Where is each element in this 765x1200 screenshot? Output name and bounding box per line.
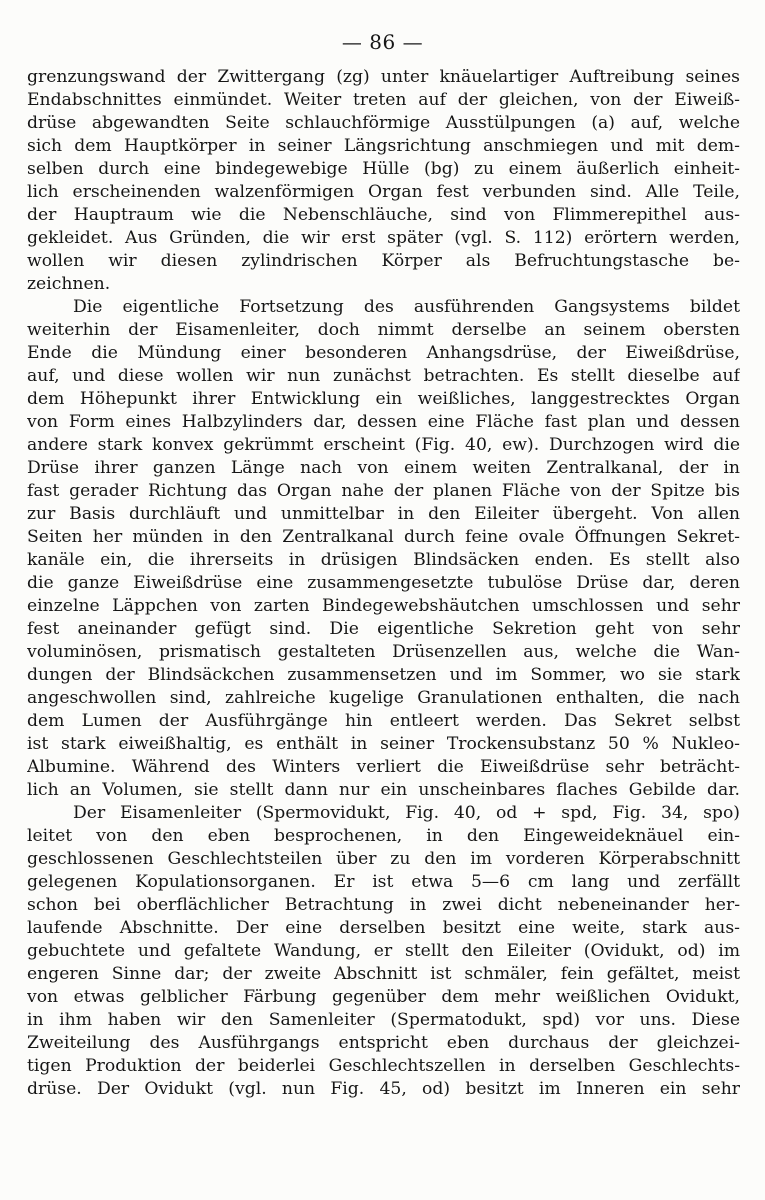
page-number: — 86 —: [341, 30, 424, 54]
text-line: Zweiteilung des Ausführgangs entspricht eben durchaus der gleichzei-: [27, 1033, 740, 1053]
text-line: geschlossenen Geschlechtsteilen über zu den im vorderen Körperabschnitt: [27, 849, 740, 869]
text-line: auf, und diese wollen wir nun zunächst betrachten. Es stellt dieselbe auf: [27, 366, 740, 386]
text-line: grenzungswand der Zwittergang (zg) unter knäuelartiger Auftreibung seines: [27, 67, 740, 87]
text-line: dungen der Blindsäckchen zusammensetzen und im Sommer, wo sie stark: [27, 665, 740, 685]
text-line: weiterhin der Eisamenleiter, doch nimmt derselbe an seinem obersten: [27, 320, 740, 340]
text-line: wollen wir diesen zylindrischen Körper als Befruchtungstasche be-: [27, 251, 740, 271]
text-line: fast gerader Richtung das Organ nahe der planen Fläche von der Spitze bis: [27, 481, 740, 501]
text-line: fest aneinander gefügt sind. Die eigentliche Sekretion geht von sehr: [27, 619, 740, 639]
text-line: drüse abgewandten Seite schlauchförmige Ausstülpungen (a) auf, welche: [27, 113, 740, 133]
text-line: tigen Produktion der beiderlei Geschlechtszellen in derselben Geschlechts-: [27, 1056, 740, 1076]
text-line: selben durch eine bindegewebige Hülle (bg) zu einem äußerlich einheit-: [27, 159, 740, 179]
text-line: Drüse ihrer ganzen Länge nach von einem weiten Zentralkanal, der in: [27, 458, 740, 478]
text-line: gelegenen Kopulationsorganen. Er ist etwa 5—6 cm lang und zerfällt: [27, 872, 740, 892]
text-line: kanäle ein, die ihrerseits in drüsigen Blindsäcken enden. Es stellt also: [27, 550, 740, 570]
text-line: sich dem Hauptkörper in seiner Längsrichtung anschmiegen und mit dem-: [27, 136, 740, 156]
text-line: gekleidet. Aus Gründen, die wir erst später (vgl. S. 112) erörtern werden,: [27, 228, 740, 248]
text-line: die ganze Eiweißdrüse eine zusammengesetzte tubulöse Drüse dar, deren: [27, 573, 740, 593]
text-line: ist stark eiweißhaltig, es enthält in seiner Trockensubstanz 50 % Nukleo-: [27, 734, 740, 754]
text-line: leitet von den eben besprochenen, in den Eingeweideknäuel ein-: [27, 826, 740, 846]
text-line: Seiten her münden in den Zentralkanal durch feine ovale Öffnungen Sekret-: [27, 527, 740, 547]
text-line: zeichnen.: [27, 274, 111, 294]
text-line: engeren Sinne dar; der zweite Abschnitt ist schmäler, fein gefältet, meist: [27, 964, 740, 984]
text-line: angeschwollen sind, zahlreiche kugelige Granulationen enthalten, die nach: [27, 688, 740, 708]
text-line: einzelne Läppchen von zarten Bindegewebshäutchen umschlossen und sehr: [27, 596, 740, 616]
text-line: andere stark konvex gekrümmt erscheint (Fig. 40, ew). Durchzogen wird die: [27, 435, 740, 455]
text-line: dem Lumen der Ausführgänge hin entleert werden. Das Sekret selbst: [27, 711, 740, 731]
text-line: dem Höhepunkt ihrer Entwicklung ein weißliches, langgestrecktes Organ: [27, 389, 740, 409]
text-line: in ihm haben wir den Samenleiter (Spermatodukt, spd) vor uns. Diese: [27, 1010, 740, 1030]
text-line: schon bei oberflächlicher Betrachtung in zwei dicht nebeneinander her-: [27, 895, 740, 915]
text-line: zur Basis durchläuft und unmittelbar in den Eileiter übergeht. Von allen: [27, 504, 740, 524]
text-line: von etwas gelblicher Färbung gegenüber dem mehr weißlichen Ovidukt,: [27, 987, 740, 1007]
text-line: drüse. Der Ovidukt (vgl. nun Fig. 45, od) besitzt im Inneren ein sehr: [27, 1079, 740, 1099]
body-text: [27, 66, 740, 1101]
text-line: Albumine. Während des Winters verliert die Eiweißdrüse sehr beträcht-: [27, 757, 740, 777]
text-line: Ende die Mündung einer besonderen Anhangsdrüse, der Eiweißdrüse,: [27, 343, 740, 363]
text-line: lich erscheinenden walzenförmigen Organ fest verbunden sind. Alle Teile,: [27, 182, 740, 202]
text-line: der Hauptraum wie die Nebenschläuche, sind von Flimmerepithel aus-: [27, 205, 740, 225]
text-line: Endabschnittes einmündet. Weiter treten auf der gleichen, von der Eiweiß-: [27, 90, 740, 110]
text-line: gebuchtete und gefaltete Wandung, er stellt den Eileiter (Ovidukt, od) im: [27, 941, 740, 961]
text-line: lich an Volumen, sie stellt dann nur ein unscheinbares flaches Gebilde dar.: [27, 780, 740, 800]
text-line: voluminösen, prismatisch gestalteten Drüsenzellen aus, welche die Wan-: [27, 642, 740, 662]
text-line: Der Eisamenleiter (Spermovidukt, Fig. 40, od + spd, Fig. 34, spo): [73, 803, 740, 823]
text-line: Die eigentliche Fortsetzung des ausführenden Gangsystems bildet: [73, 297, 740, 317]
text-line: laufende Abschnitte. Der eine derselben besitzt eine weite, stark aus-: [27, 918, 740, 938]
text-line: von Form eines Halbzylinders dar, dessen eine Fläche fast plan und dessen: [27, 412, 740, 432]
